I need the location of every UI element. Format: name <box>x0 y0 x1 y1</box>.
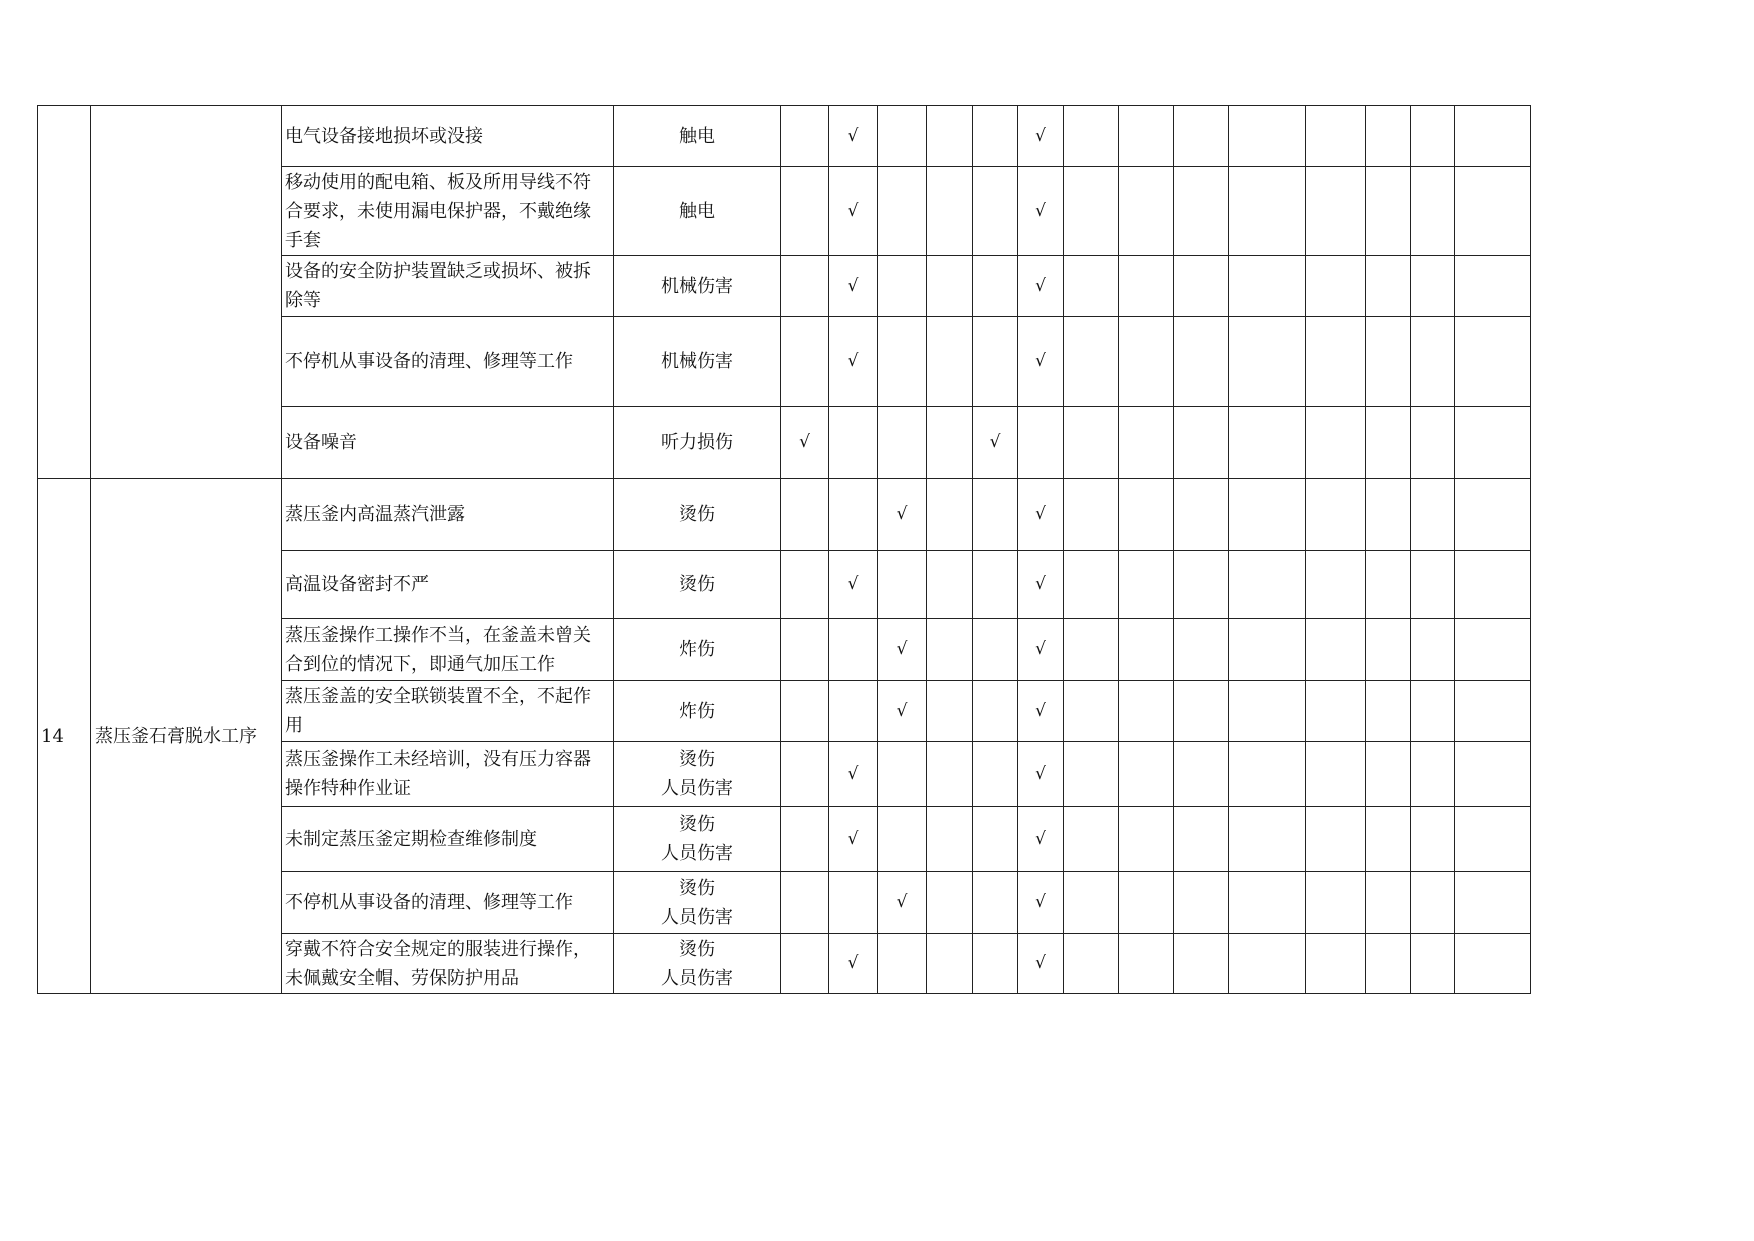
check-mark-cell: √ <box>1018 807 1064 872</box>
empty-assessment-cell <box>1411 934 1455 994</box>
empty-assessment-cell <box>1455 167 1531 256</box>
hazard-text-line: 用 <box>285 715 303 736</box>
empty-assessment-cell <box>1119 407 1174 479</box>
empty-assessment-cell <box>927 619 973 681</box>
empty-assessment-cell <box>973 742 1018 807</box>
consequence-cell <box>614 551 781 619</box>
empty-assessment-cell <box>973 256 1018 317</box>
empty-assessment-cell <box>1119 256 1174 317</box>
consequence-cell <box>614 479 781 551</box>
empty-assessment-cell <box>781 106 829 167</box>
consequence-text-line: 烫伤 <box>679 574 715 595</box>
empty-assessment-cell <box>1455 106 1531 167</box>
empty-assessment-cell <box>927 479 973 551</box>
empty-assessment-cell <box>1366 407 1411 479</box>
empty-assessment-cell <box>829 872 878 934</box>
empty-assessment-cell <box>829 681 878 742</box>
empty-assessment-cell <box>1411 317 1455 407</box>
consequence-text-line: 烫伤 <box>679 749 715 770</box>
empty-assessment-cell <box>1174 807 1229 872</box>
empty-assessment-cell <box>1174 551 1229 619</box>
empty-assessment-cell <box>1229 551 1306 619</box>
empty-assessment-cell <box>1064 256 1119 317</box>
consequence-text-line: 人员伤害 <box>661 906 733 928</box>
empty-assessment-cell <box>1306 256 1366 317</box>
empty-assessment-cell <box>1366 742 1411 807</box>
consequence-text-line: 炸伤 <box>679 700 715 722</box>
empty-assessment-cell <box>1229 479 1306 551</box>
empty-assessment-cell <box>1174 167 1229 256</box>
hazard-text-line: 移动使用的配电箱、板及所用导线不符 <box>285 171 591 193</box>
empty-assessment-cell <box>1366 681 1411 742</box>
empty-assessment-cell <box>1411 681 1455 742</box>
hazard-description-cell <box>282 167 614 256</box>
empty-assessment-cell <box>1366 106 1411 167</box>
consequence-text-line: 触电 <box>679 125 715 147</box>
empty-assessment-cell <box>1306 551 1366 619</box>
empty-assessment-cell <box>1455 551 1531 619</box>
consequence-text-line: 机械伤害 <box>661 351 733 372</box>
hazard-text-line: 不停机从事设备的清理、修理等工作 <box>285 351 573 372</box>
empty-assessment-cell <box>1119 872 1174 934</box>
empty-assessment-cell <box>1229 681 1306 742</box>
empty-assessment-cell <box>1366 317 1411 407</box>
check-mark-cell: √ <box>1018 872 1064 934</box>
check-mark-cell: √ <box>973 407 1018 479</box>
item-number-cell: 14 <box>38 479 91 994</box>
empty-assessment-cell <box>1411 619 1455 681</box>
consequence-cell <box>614 872 781 934</box>
empty-assessment-cell <box>1064 742 1119 807</box>
empty-assessment-cell <box>781 681 829 742</box>
empty-assessment-cell <box>1174 934 1229 994</box>
empty-assessment-cell <box>1366 872 1411 934</box>
empty-assessment-cell <box>1064 681 1119 742</box>
empty-assessment-cell <box>878 551 927 619</box>
empty-assessment-cell <box>1174 479 1229 551</box>
empty-assessment-cell <box>927 407 973 479</box>
hazard-description-cell <box>282 934 614 994</box>
empty-assessment-cell <box>1119 934 1174 994</box>
consequence-text-line: 听力损伤 <box>661 432 733 453</box>
check-mark-cell: √ <box>829 106 878 167</box>
empty-assessment-cell <box>1119 167 1174 256</box>
empty-assessment-cell <box>1455 742 1531 807</box>
hazard-assessment-table <box>37 105 1531 994</box>
hazard-description-cell <box>282 807 614 872</box>
check-mark-cell: √ <box>878 479 927 551</box>
consequence-text-line: 炸伤 <box>679 639 715 660</box>
empty-assessment-cell <box>878 807 927 872</box>
empty-assessment-cell <box>1119 551 1174 619</box>
hazard-text-line: 操作特种作业证 <box>285 778 411 799</box>
empty-assessment-cell <box>1174 619 1229 681</box>
empty-assessment-cell <box>781 807 829 872</box>
hazard-text-line: 不停机从事设备的清理、修理等工作 <box>285 892 573 913</box>
empty-assessment-cell <box>1064 167 1119 256</box>
empty-assessment-cell <box>973 619 1018 681</box>
empty-assessment-cell <box>1229 106 1306 167</box>
empty-assessment-cell <box>878 167 927 256</box>
empty-assessment-cell <box>973 934 1018 994</box>
hazard-description-cell <box>282 551 614 619</box>
empty-assessment-cell <box>1064 407 1119 479</box>
consequence-text-line: 烫伤 <box>679 504 715 525</box>
hazard-description-cell <box>282 317 614 407</box>
empty-assessment-cell <box>927 681 973 742</box>
check-mark-cell: √ <box>1018 106 1064 167</box>
empty-assessment-cell <box>1064 619 1119 681</box>
empty-assessment-cell <box>973 167 1018 256</box>
check-mark-cell: √ <box>829 256 878 317</box>
check-mark-cell: √ <box>829 742 878 807</box>
empty-assessment-cell <box>781 256 829 317</box>
empty-assessment-cell <box>1174 872 1229 934</box>
empty-assessment-cell <box>829 479 878 551</box>
empty-assessment-cell <box>973 551 1018 619</box>
empty-assessment-cell <box>781 872 829 934</box>
hazard-description-cell <box>282 872 614 934</box>
empty-assessment-cell <box>878 317 927 407</box>
hazard-text-line: 蒸压釜内高温蒸汽泄露 <box>285 504 465 525</box>
hazard-text-line: 设备的安全防护装置缺乏或损坏、被拆 <box>285 261 591 282</box>
empty-assessment-cell <box>973 681 1018 742</box>
empty-assessment-cell <box>1064 807 1119 872</box>
empty-assessment-cell <box>1366 807 1411 872</box>
empty-assessment-cell <box>781 479 829 551</box>
empty-assessment-cell <box>1455 256 1531 317</box>
empty-assessment-cell <box>927 256 973 317</box>
empty-assessment-cell <box>1455 407 1531 479</box>
empty-assessment-cell <box>1174 681 1229 742</box>
empty-assessment-cell <box>973 106 1018 167</box>
empty-assessment-cell <box>1366 934 1411 994</box>
empty-assessment-cell <box>1229 742 1306 807</box>
empty-assessment-cell <box>1366 619 1411 681</box>
empty-assessment-cell <box>1366 167 1411 256</box>
hazard-description-cell <box>282 479 614 551</box>
empty-assessment-cell <box>1064 872 1119 934</box>
empty-assessment-cell <box>1174 407 1229 479</box>
empty-assessment-cell <box>1455 317 1531 407</box>
empty-assessment-cell <box>1064 934 1119 994</box>
empty-assessment-cell <box>927 167 973 256</box>
empty-assessment-cell <box>1174 256 1229 317</box>
empty-assessment-cell <box>1229 317 1306 407</box>
hazard-description-cell <box>282 681 614 742</box>
hazard-description-cell <box>282 407 614 479</box>
check-mark-cell: √ <box>829 934 878 994</box>
hazard-text-line: 合要求，未使用漏电保护器，不戴绝缘 <box>285 200 591 222</box>
empty-assessment-cell <box>1455 934 1531 994</box>
empty-assessment-cell <box>878 256 927 317</box>
check-mark-cell: √ <box>878 681 927 742</box>
process-name-cell <box>91 106 282 479</box>
empty-assessment-cell <box>1119 681 1174 742</box>
empty-assessment-cell <box>927 872 973 934</box>
empty-assessment-cell <box>1119 619 1174 681</box>
consequence-cell <box>614 407 781 479</box>
empty-assessment-cell <box>1119 106 1174 167</box>
empty-assessment-cell <box>1366 256 1411 317</box>
hazard-text-line: 蒸压釜盖的安全联锁装置不全，不起作 <box>285 686 591 707</box>
check-mark-cell: √ <box>829 807 878 872</box>
consequence-cell <box>614 256 781 317</box>
hazard-text-line: 高温设备密封不严 <box>285 574 429 595</box>
check-mark-cell: √ <box>878 872 927 934</box>
hazard-text-line: 穿戴不符合安全规定的服装进行操作， <box>285 938 591 960</box>
empty-assessment-cell <box>878 742 927 807</box>
empty-assessment-cell <box>1119 479 1174 551</box>
empty-assessment-cell <box>1411 106 1455 167</box>
empty-assessment-cell <box>1455 479 1531 551</box>
hazard-text-line: 设备噪音 <box>285 432 357 453</box>
check-mark-cell: √ <box>1018 167 1064 256</box>
empty-assessment-cell <box>1306 742 1366 807</box>
check-mark-cell: √ <box>1018 619 1064 681</box>
empty-assessment-cell <box>1411 407 1455 479</box>
empty-assessment-cell <box>1306 317 1366 407</box>
empty-assessment-cell <box>1064 106 1119 167</box>
check-mark-cell: √ <box>1018 742 1064 807</box>
empty-assessment-cell <box>1306 479 1366 551</box>
check-mark-cell: √ <box>1018 681 1064 742</box>
check-mark-cell: √ <box>1018 551 1064 619</box>
check-mark-cell: √ <box>829 551 878 619</box>
empty-assessment-cell <box>781 934 829 994</box>
empty-assessment-cell <box>1306 619 1366 681</box>
consequence-cell <box>614 681 781 742</box>
empty-assessment-cell <box>1411 167 1455 256</box>
empty-assessment-cell <box>781 317 829 407</box>
hazard-text-line: 蒸压釜操作工操作不当，在釜盖未曾关 <box>285 624 591 646</box>
empty-assessment-cell <box>1174 742 1229 807</box>
table-row <box>38 106 1531 167</box>
empty-assessment-cell <box>1064 317 1119 407</box>
consequence-cell <box>614 934 781 994</box>
empty-assessment-cell <box>973 807 1018 872</box>
consequence-text-line: 烫伤 <box>679 877 715 899</box>
consequence-text-line: 人员伤害 <box>661 967 733 989</box>
empty-assessment-cell <box>878 106 927 167</box>
empty-assessment-cell <box>1229 407 1306 479</box>
empty-assessment-cell <box>1119 317 1174 407</box>
check-mark-cell: √ <box>878 619 927 681</box>
empty-assessment-cell <box>1229 934 1306 994</box>
hazard-text-line: 未制定蒸压釜定期检查维修制度 <box>285 828 537 850</box>
process-name-cell: 蒸压釜石膏脱水工序 <box>91 479 282 994</box>
empty-assessment-cell <box>1306 934 1366 994</box>
empty-assessment-cell <box>1411 742 1455 807</box>
consequence-cell <box>614 317 781 407</box>
empty-assessment-cell <box>1229 872 1306 934</box>
consequence-text-line: 触电 <box>679 200 715 222</box>
check-mark-cell: √ <box>1018 934 1064 994</box>
empty-assessment-cell <box>927 106 973 167</box>
check-mark-cell: √ <box>829 167 878 256</box>
empty-assessment-cell <box>1119 807 1174 872</box>
empty-assessment-cell <box>973 317 1018 407</box>
consequence-text-line: 烫伤 <box>679 938 715 960</box>
empty-assessment-cell <box>1306 807 1366 872</box>
empty-assessment-cell <box>878 934 927 994</box>
check-mark-cell: √ <box>1018 317 1064 407</box>
empty-assessment-cell <box>1411 872 1455 934</box>
check-mark-cell: √ <box>1018 479 1064 551</box>
consequence-cell <box>614 619 781 681</box>
consequence-cell <box>614 106 781 167</box>
empty-assessment-cell <box>829 407 878 479</box>
consequence-text-line: 人员伤害 <box>661 843 733 864</box>
empty-assessment-cell <box>1064 551 1119 619</box>
hazard-text-line: 蒸压釜操作工未经培训，没有压力容器 <box>285 749 591 770</box>
empty-assessment-cell <box>781 551 829 619</box>
consequence-text-line: 人员伤害 <box>661 778 733 799</box>
hazard-description-cell <box>282 619 614 681</box>
empty-assessment-cell <box>1306 681 1366 742</box>
table-row <box>38 479 1531 551</box>
hazard-text-line: 未佩戴安全帽、劳保防护用品 <box>285 967 519 989</box>
empty-assessment-cell <box>927 934 973 994</box>
empty-assessment-cell <box>1366 479 1411 551</box>
empty-assessment-cell <box>1229 807 1306 872</box>
empty-assessment-cell <box>781 742 829 807</box>
empty-assessment-cell <box>1411 256 1455 317</box>
hazard-text-line: 手套 <box>285 229 321 251</box>
hazard-description-cell <box>282 256 614 317</box>
empty-assessment-cell <box>1229 167 1306 256</box>
empty-assessment-cell <box>1455 872 1531 934</box>
consequence-cell <box>614 742 781 807</box>
check-mark-cell: √ <box>1018 256 1064 317</box>
empty-assessment-cell <box>1411 807 1455 872</box>
empty-assessment-cell <box>927 317 973 407</box>
empty-assessment-cell <box>1411 551 1455 619</box>
empty-assessment-cell <box>1455 619 1531 681</box>
empty-assessment-cell <box>1411 479 1455 551</box>
empty-assessment-cell <box>973 479 1018 551</box>
hazard-description-cell <box>282 106 614 167</box>
table-body <box>38 106 1531 994</box>
empty-assessment-cell <box>781 167 829 256</box>
empty-assessment-cell <box>927 742 973 807</box>
hazard-text-line: 电气设备接地损坏或没接 <box>285 125 483 147</box>
empty-assessment-cell <box>1174 106 1229 167</box>
consequence-text-line: 烫伤 <box>679 814 715 835</box>
empty-assessment-cell <box>1064 479 1119 551</box>
consequence-cell <box>614 807 781 872</box>
consequence-cell <box>614 167 781 256</box>
hazard-text-line: 除等 <box>285 290 321 311</box>
empty-assessment-cell <box>829 619 878 681</box>
empty-assessment-cell <box>878 407 927 479</box>
consequence-text-line: 机械伤害 <box>661 275 733 297</box>
empty-assessment-cell <box>1455 681 1531 742</box>
empty-assessment-cell <box>1174 317 1229 407</box>
empty-assessment-cell <box>1306 106 1366 167</box>
item-number-cell <box>38 106 91 479</box>
empty-assessment-cell <box>1229 619 1306 681</box>
empty-assessment-cell <box>973 872 1018 934</box>
empty-assessment-cell <box>1306 407 1366 479</box>
check-mark-cell: √ <box>781 407 829 479</box>
check-mark-cell: √ <box>829 317 878 407</box>
empty-assessment-cell <box>1455 807 1531 872</box>
empty-assessment-cell <box>1306 167 1366 256</box>
hazard-text-line: 合到位的情况下，即通气加压工作 <box>285 653 555 675</box>
hazard-description-cell <box>282 742 614 807</box>
empty-assessment-cell <box>927 807 973 872</box>
empty-assessment-cell <box>1306 872 1366 934</box>
empty-assessment-cell <box>1119 742 1174 807</box>
empty-assessment-cell <box>927 551 973 619</box>
empty-assessment-cell <box>1366 551 1411 619</box>
empty-assessment-cell <box>1018 407 1064 479</box>
empty-assessment-cell <box>1229 256 1306 317</box>
empty-assessment-cell <box>781 619 829 681</box>
